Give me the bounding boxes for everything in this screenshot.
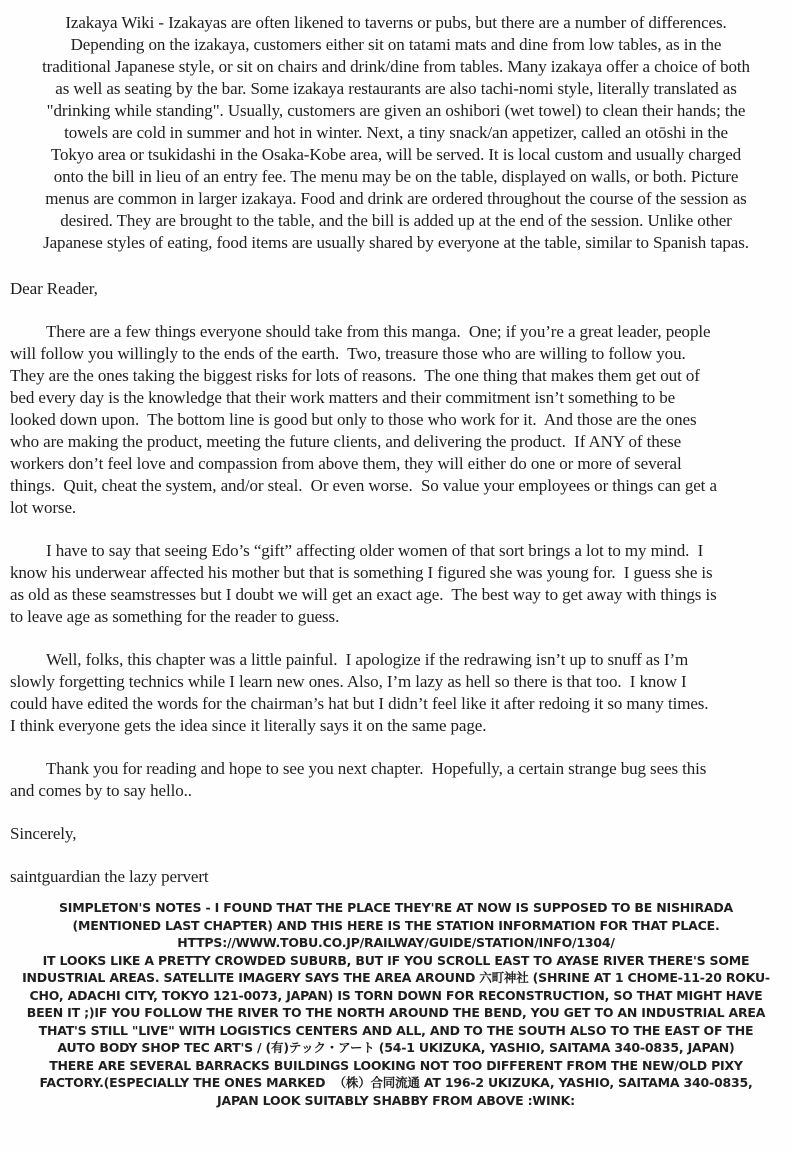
- text-line: menus are common in larger izakaya. Food and drink are ordered throughout the course of the session as: [45, 189, 747, 208]
- text-line: Thank you for reading and hope to see you next chapter. Hopefully, a certain strange bug sees this: [46, 759, 707, 778]
- letter-paragraph-redrawing: [10, 649, 782, 737]
- text-line: (MENTIONED LAST CHAPTER) AND THIS HERE IS THE STATION INFORMATION FOR THAT PLACE.: [72, 917, 720, 933]
- text-line: workers don’t feel love and compassion from above them, they will either do one or more of several: [10, 454, 682, 473]
- text-line: who are making the product, meeting the future clients, and delivering the product. If ANY of these: [10, 432, 682, 451]
- text-line: JAPAN LOOK SUITABLY SHABBY FROM ABOVE :WINK:: [217, 1092, 575, 1108]
- simpletons-notes: [10, 899, 782, 1109]
- letter-signature: saintguardian the lazy pervert: [10, 867, 209, 886]
- text-line: SIMPLETON'S NOTES - I FOUND THAT THE PLACE THEY'RE AT NOW IS SUPPOSED TO BE NISHIRADA: [58, 900, 734, 915]
- text-line: Japanese styles of eating, food items are usually shared by everyone at the table, similar to Spanish tapas.: [43, 233, 749, 252]
- text-line: I have to say that seeing Edo’s “gift” affecting older women of that sort brings a lot to my mind. I: [46, 541, 704, 560]
- text-line: INDUSTRIAL AREAS. SATELLITE IMAGERY SAYS THE AREA AROUND 六町神社 (SHRINE AT 1 CHOME-11-20 ROKU-: [22, 970, 770, 985]
- text-line: HTTPS://WWW.TOBU.CO.JP/RAILWAY/GUIDE/STATION/INFO/1304/: [177, 935, 615, 950]
- text-line: I think everyone gets the idea since it literally says it on the same page.: [10, 716, 487, 735]
- text-line: slowly forgetting technics while I learn new ones. Also, I’m lazy as hell so there is that too. I know I: [10, 672, 687, 691]
- text-line: as well as seating by the bar. Some izakaya restaurants are also tachi-nomi style, literally translated as: [55, 79, 737, 98]
- text-line: Tokyo area or tsukidashi in the Osaka-Kobe area, will be served. It is local custom and usually charged: [50, 145, 742, 164]
- text-line: things. Quit, cheat the system, and/or steal. Or even worse. So value your employees or things can get a: [10, 476, 717, 495]
- letter-paragraph-edo-gift: [10, 540, 782, 628]
- text-line: and comes by to say hello..: [10, 781, 192, 800]
- letter-salutation: Dear Reader,: [10, 279, 98, 298]
- text-line: know his underwear affected his mother but that is something I figured she was young for. I guess she is: [10, 563, 713, 582]
- letter-paragraph-leadership: [10, 321, 782, 519]
- letter-paragraph-thanks: [10, 758, 782, 802]
- text-line: AUTO BODY SHOP TEC ART'S / (有)テック・アート (54-1 UKIZUKA, YASHIO, SAITAMA 340-0835, JAPAN): [57, 1040, 735, 1055]
- text-line: CHO, ADACHI CITY, TOKYO 121-0073, JAPAN) IS TORN DOWN FOR RECONSTRUCTION, SO THAT MIGHT HAVE: [29, 987, 763, 1003]
- text-line: towels are cold in summer and hot in winter. Next, a tiny snack/an appetizer, called an otōshi in the: [64, 123, 728, 142]
- text-line: BEEN IT ;)IF YOU FOLLOW THE RIVER TO THE NORTH AROUND THE BEND, YOU GET TO AN INDUSTRIAL AREA: [26, 1005, 766, 1020]
- text-line: desired. They are brought to the table, and the bill is added up at the end of the session. Unlike other: [60, 211, 732, 230]
- text-line: will follow you willingly to the ends of the earth. Two, treasure those who are willing to follow you.: [10, 344, 686, 363]
- text-line: Depending on the izakaya, customers either sit on tatami mats and dine from low tables, as in the: [70, 35, 722, 54]
- text-line: bed every day is the knowledge that their work matters and their commitment isn’t something to be: [10, 388, 676, 407]
- text-line: as old as these seamstresses but I doubt we will get an exact age. The best way to get away with things is: [10, 585, 717, 604]
- text-line: traditional Japanese style, or sit on chairs and drink/dine from tables. Many izakaya offer a choice of both: [42, 57, 750, 76]
- text-line: THAT'S STILL "LIVE" WITH LOGISTICS CENTERS AND ALL, AND TO THE SOUTH ALSO TO THE EAST OF THE: [38, 1022, 754, 1038]
- text-line: THERE ARE SEVERAL BARRACKS BUILDINGS LOOKING NOT TOO DIFFERENT FROM THE NEW/OLD PIXY: [49, 1057, 743, 1073]
- text-line: "drinking while standing". Usually, customers are given an oshibori (wet towel) to clean their hands; the: [46, 101, 746, 120]
- text-line: IT LOOKS LIKE A PRETTY CROWDED SUBURB, BUT IF YOU SCROLL EAST TO AYASE RIVER THERE'S SOME: [42, 952, 750, 968]
- text-line: could have edited the words for the chairman’s hat but I didn’t feel like it after redoing it so many times.: [10, 694, 709, 713]
- text-line: to leave age as something for the reader to guess.: [10, 607, 340, 626]
- text-line: looked down upon. The bottom line is good but only to those who work for it. And those are the ones: [10, 410, 697, 429]
- text-line: They are the ones taking the biggest risks for lots of reasons. The one thing that makes them get out of: [10, 366, 700, 385]
- text-line: Well, folks, this chapter was a little painful. I apologize if the redrawing isn’t up to snuff as I’m: [46, 650, 689, 669]
- letter-closing: Sincerely,: [10, 824, 77, 843]
- text-line: Izakaya Wiki - Izakayas are often likened to taverns or pubs, but there are a number of differences.: [65, 13, 727, 32]
- text-line: lot worse.: [10, 498, 77, 517]
- text-line: There are a few things everyone should take from this manga. One; if you’re a great leader, people: [46, 322, 711, 341]
- text-line: FACTORY.(ESPECIALLY THE ONES MARKED （株）合同流通 AT 196-2 UKIZUKA, YASHIO, SAITAMA 340-0835,: [39, 1075, 753, 1090]
- izakaya-wiki-excerpt: [10, 12, 782, 254]
- text-line: onto the bill in lieu of an entry fee. The menu may be on the table, displayed on walls, or both. Picture: [53, 167, 739, 186]
